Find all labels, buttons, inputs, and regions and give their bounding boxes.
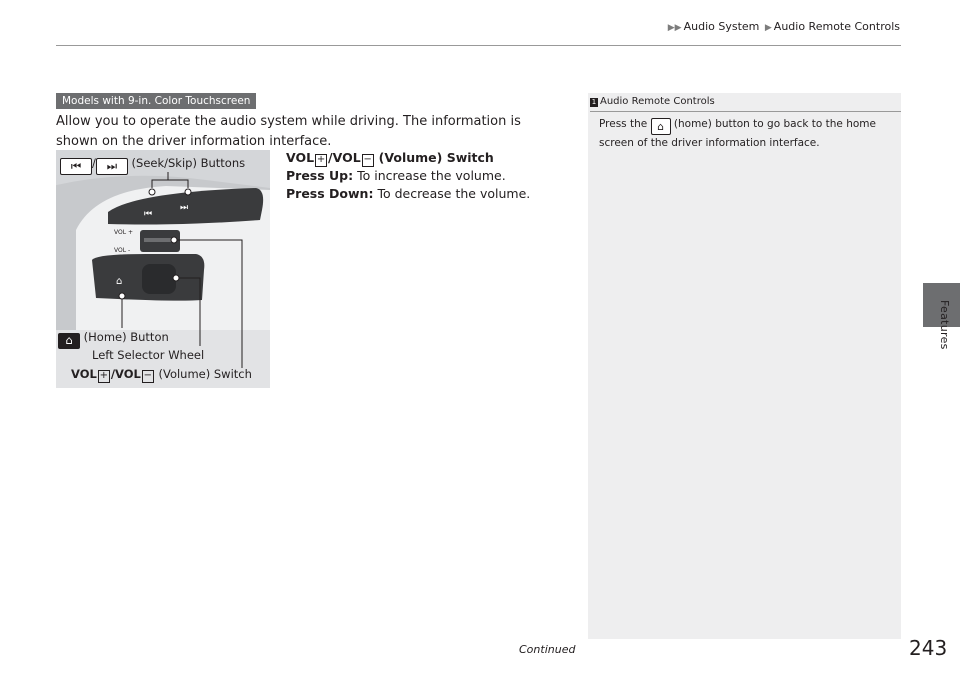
seek-back-icon: ⏮ <box>144 209 153 219</box>
side-note-title-text: Audio Remote Controls <box>600 96 715 107</box>
press-up-line <box>286 167 506 185</box>
seek-skip-text: (Seek/Skip) Buttons <box>131 156 246 170</box>
skip-forward-icon: ⏭ <box>180 203 189 213</box>
press-up-text: To increase the volume. <box>357 168 506 183</box>
breadcrumb-item-audio-remote-controls[interactable]: Audio Remote Controls <box>773 20 900 33</box>
vol-text: VOL <box>71 367 97 381</box>
left-selector-wheel-control <box>142 264 176 294</box>
minus-key-icon: − <box>363 154 372 165</box>
seek-callout-dot <box>149 189 155 195</box>
press-down-label: Press Down: <box>286 186 374 201</box>
slash-text: / <box>110 367 116 381</box>
seek-slash: / <box>92 156 96 170</box>
side-note-body <box>599 116 894 151</box>
plus-key-icon: + <box>316 154 326 165</box>
section-tab-label: Features <box>938 300 951 350</box>
vol-minus-printed-label: VOL - <box>114 247 131 254</box>
home-button-label <box>58 330 169 349</box>
page-number: 243 <box>909 636 948 660</box>
vol-text: VOL <box>286 150 315 165</box>
side-note-title <box>590 96 715 107</box>
home-button-text: (Home) Button <box>83 330 169 344</box>
continued-label: Continued <box>519 643 576 656</box>
press-down-text: To decrease the volume. <box>377 186 531 201</box>
press-up-label: Press Up: <box>286 168 354 183</box>
wheel-callout-dot <box>173 275 179 281</box>
seek-skip-label <box>60 156 245 175</box>
home-icon: ⌂ <box>58 333 80 349</box>
reference-mark-icon: 1 <box>591 98 597 106</box>
breadcrumb-arrow-icon: ▶ <box>764 23 772 33</box>
side-note-divider <box>590 111 901 112</box>
plus-key-icon: + <box>99 370 108 381</box>
side-note-text-before: Press the <box>599 118 648 130</box>
header-divider <box>56 45 901 46</box>
home-glyph-icon: ⌂ <box>116 276 123 287</box>
side-note-panel <box>588 93 901 639</box>
vol-text: VOL <box>332 150 361 165</box>
volume-callout-dot <box>171 237 177 243</box>
slash-text: / <box>328 150 333 165</box>
volume-switch-text: (Volume) Switch <box>158 367 252 381</box>
left-selector-wheel-label: Left Selector Wheel <box>92 348 205 362</box>
skip-callout-dot <box>185 189 191 195</box>
breadcrumb-item-audio-system[interactable]: Audio System <box>683 20 760 33</box>
intro-paragraph: Allow you to operate the audio system while driving. The information is shown on the driver information interface. <box>56 114 521 149</box>
side-note-text-after: (home) button to go back to the home screen of the driver information interface. <box>599 118 876 149</box>
vol-plus-printed-label: VOL + <box>114 229 133 236</box>
vol-text: VOL <box>115 367 141 381</box>
model-banner: Models with 9-in. Color Touchscreen <box>56 93 256 109</box>
breadcrumb <box>666 20 900 33</box>
minus-key-icon: − <box>143 370 153 381</box>
home-icon: ⌂ <box>651 118 671 135</box>
skip-forward-button-icon: ⏭ <box>96 158 128 175</box>
home-callout-dot <box>119 293 125 299</box>
volume-switch-heading <box>286 149 494 167</box>
breadcrumb-arrow-icon: ▶▶ <box>667 23 682 33</box>
volume-switch-title: (Volume) Switch <box>378 150 494 165</box>
seek-back-button-icon: ⏮ <box>60 158 92 175</box>
press-down-line <box>286 185 530 203</box>
volume-switch-label <box>71 367 252 383</box>
